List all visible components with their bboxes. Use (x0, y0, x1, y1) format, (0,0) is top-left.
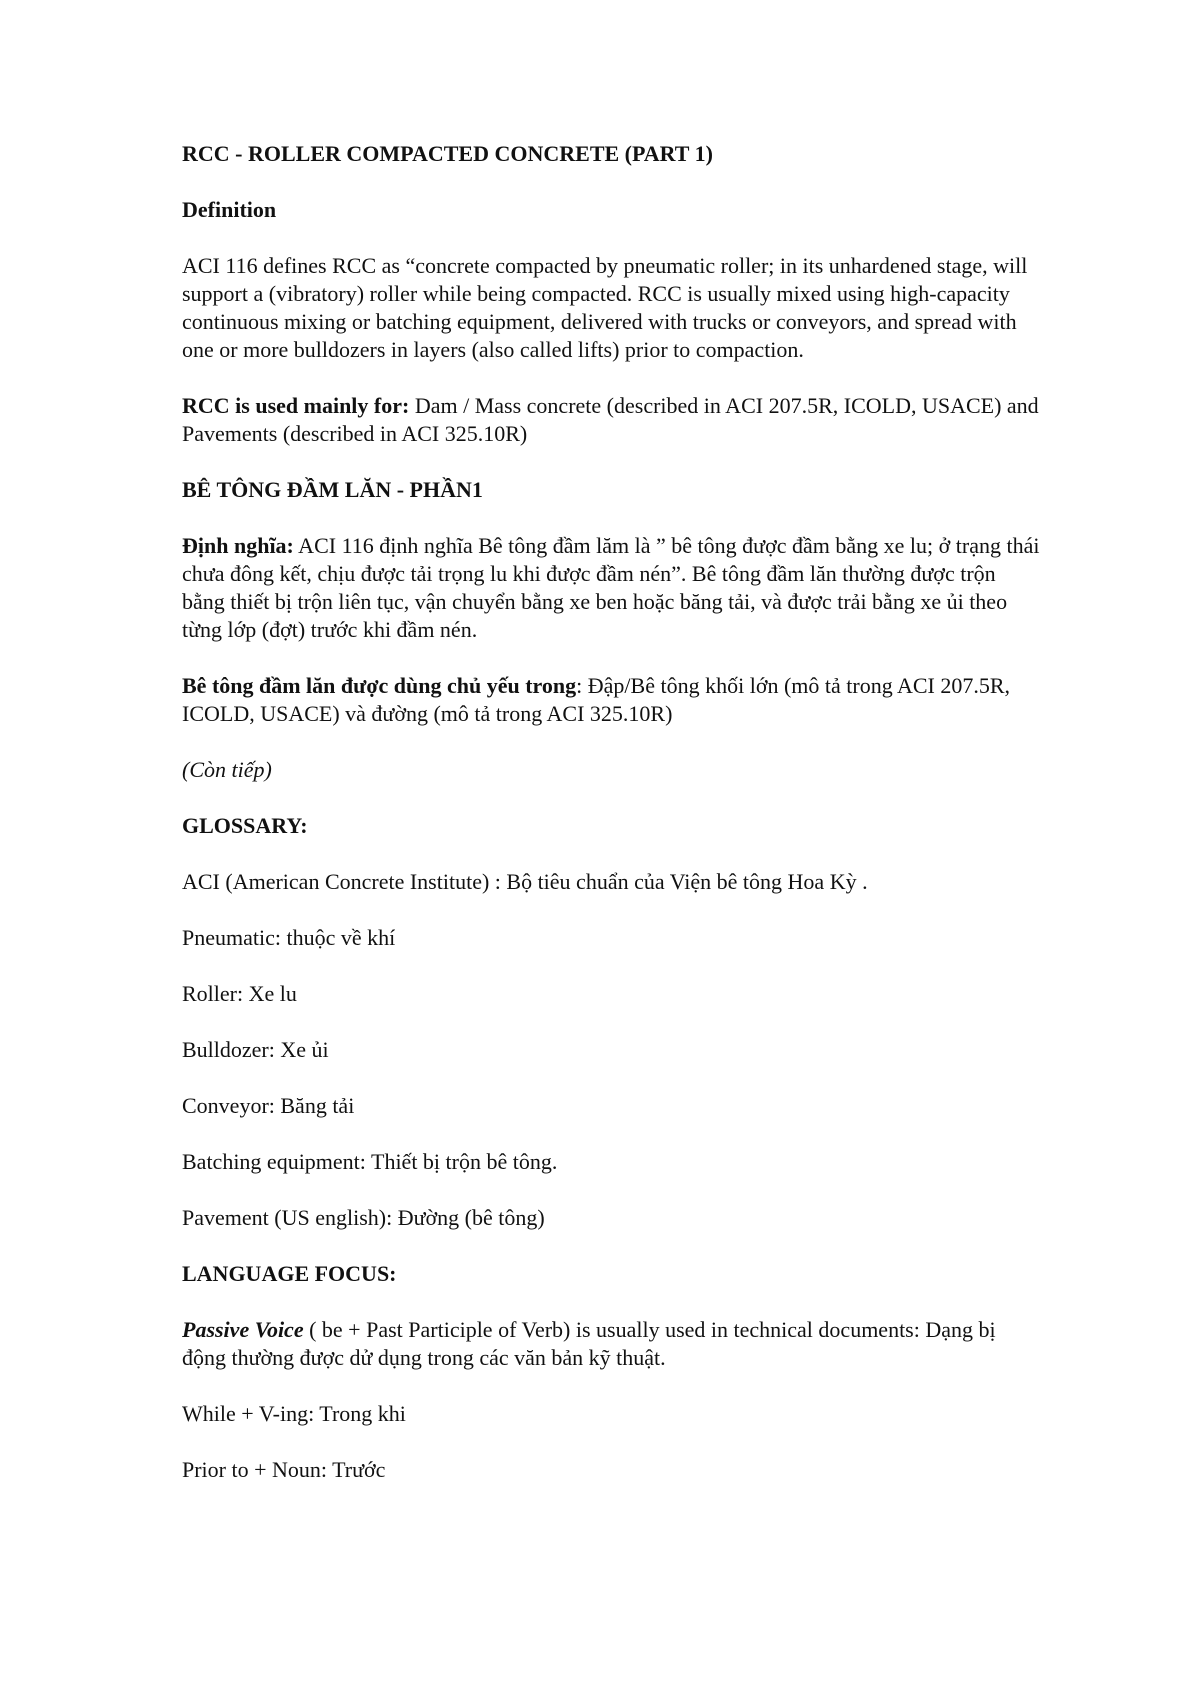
glossary-item: Batching equipment: Thiết bị trộn bê tông. (182, 1149, 558, 1174)
vi-definition-label: Định nghĩa: (182, 533, 294, 558)
to-be-continued: (Còn tiếp) (182, 757, 272, 782)
passive-voice-paragraph (182, 1316, 1042, 1372)
vi-title: BÊ TÔNG ĐẦM LĂN - PHẦN1 (182, 477, 483, 502)
prior-to-item: Prior to + Noun: Trước (182, 1457, 386, 1482)
passive-voice-text: ( be + Past Participle of Verb) is usually used in technical documents: Dạng bị động thường được dử dụng trong các văn bản kỹ thuật. (182, 1317, 996, 1370)
definition-heading: Definition (182, 197, 277, 222)
glossary-item: Pneumatic: thuộc về khí (182, 925, 396, 950)
vi-definition-paragraph (182, 532, 1042, 644)
used-for-paragraph (182, 392, 1042, 448)
glossary-item: Conveyor: Băng tải (182, 1093, 355, 1118)
used-for-text: Dam / Mass concrete (described in ACI 207.5R, ICOLD, USACE) and Pavements (described in ACI 325.10R) (182, 393, 1039, 446)
vi-definition-text: ACI 116 định nghĩa Bê tông đầm lăm là ” bê tông được đầm bằng xe lu; ở trạng thái chưa đông kết, chịu được tải trọng lu khi được đầm nén”. Bê tông đầm lăn thường được trộn bằng thiết bị trộn liên tục, vận chuyển bằng xe ben hoặc băng tải, và được trải bằng xe ủi theo từng lớp (đợt) trước khi đầm nén. (182, 533, 1040, 642)
while-item: While + V-ing: Trong khi (182, 1401, 406, 1426)
vi-used-for-label: Bê tông đầm lăn được dùng chủ yếu trong (182, 673, 577, 698)
glossary-item: ACI (American Concrete Institute) : Bộ tiêu chuẩn của Viện bê tông Hoa Kỳ . (182, 869, 868, 894)
used-for-label: RCC is used mainly for: (182, 393, 410, 418)
vi-used-for-paragraph (182, 672, 1042, 728)
glossary-item: Roller: Xe lu (182, 981, 297, 1006)
language-focus-heading: LANGUAGE FOCUS: (182, 1261, 397, 1286)
glossary-item: Pavement (US english): Đường (bê tông) (182, 1205, 545, 1230)
glossary-heading: GLOSSARY: (182, 813, 308, 838)
glossary-item: Bulldozer: Xe ủi (182, 1037, 329, 1062)
vi-used-for-text: : Đập/Bê tông khối lớn (mô tả trong ACI 207.5R, ICOLD, USACE) và đường (mô tả trong ACI 325.10R) (182, 673, 1011, 726)
definition-paragraph: ACI 116 defines RCC as “concrete compacted by pneumatic roller; in its unhardened stage, will support a (vibratory) roller while being compacted. RCC is usually mixed using high-capacity continuous mixing or batching equipment, delivered with trucks or conveyors, and spread with one or more bulldozers in layers (also called lifts) prior to compaction. (182, 253, 1028, 362)
document-page (182, 140, 1042, 1512)
document-title: RCC - ROLLER COMPACTED CONCRETE (PART 1) (182, 141, 713, 166)
passive-voice-label: Passive Voice (182, 1317, 304, 1342)
